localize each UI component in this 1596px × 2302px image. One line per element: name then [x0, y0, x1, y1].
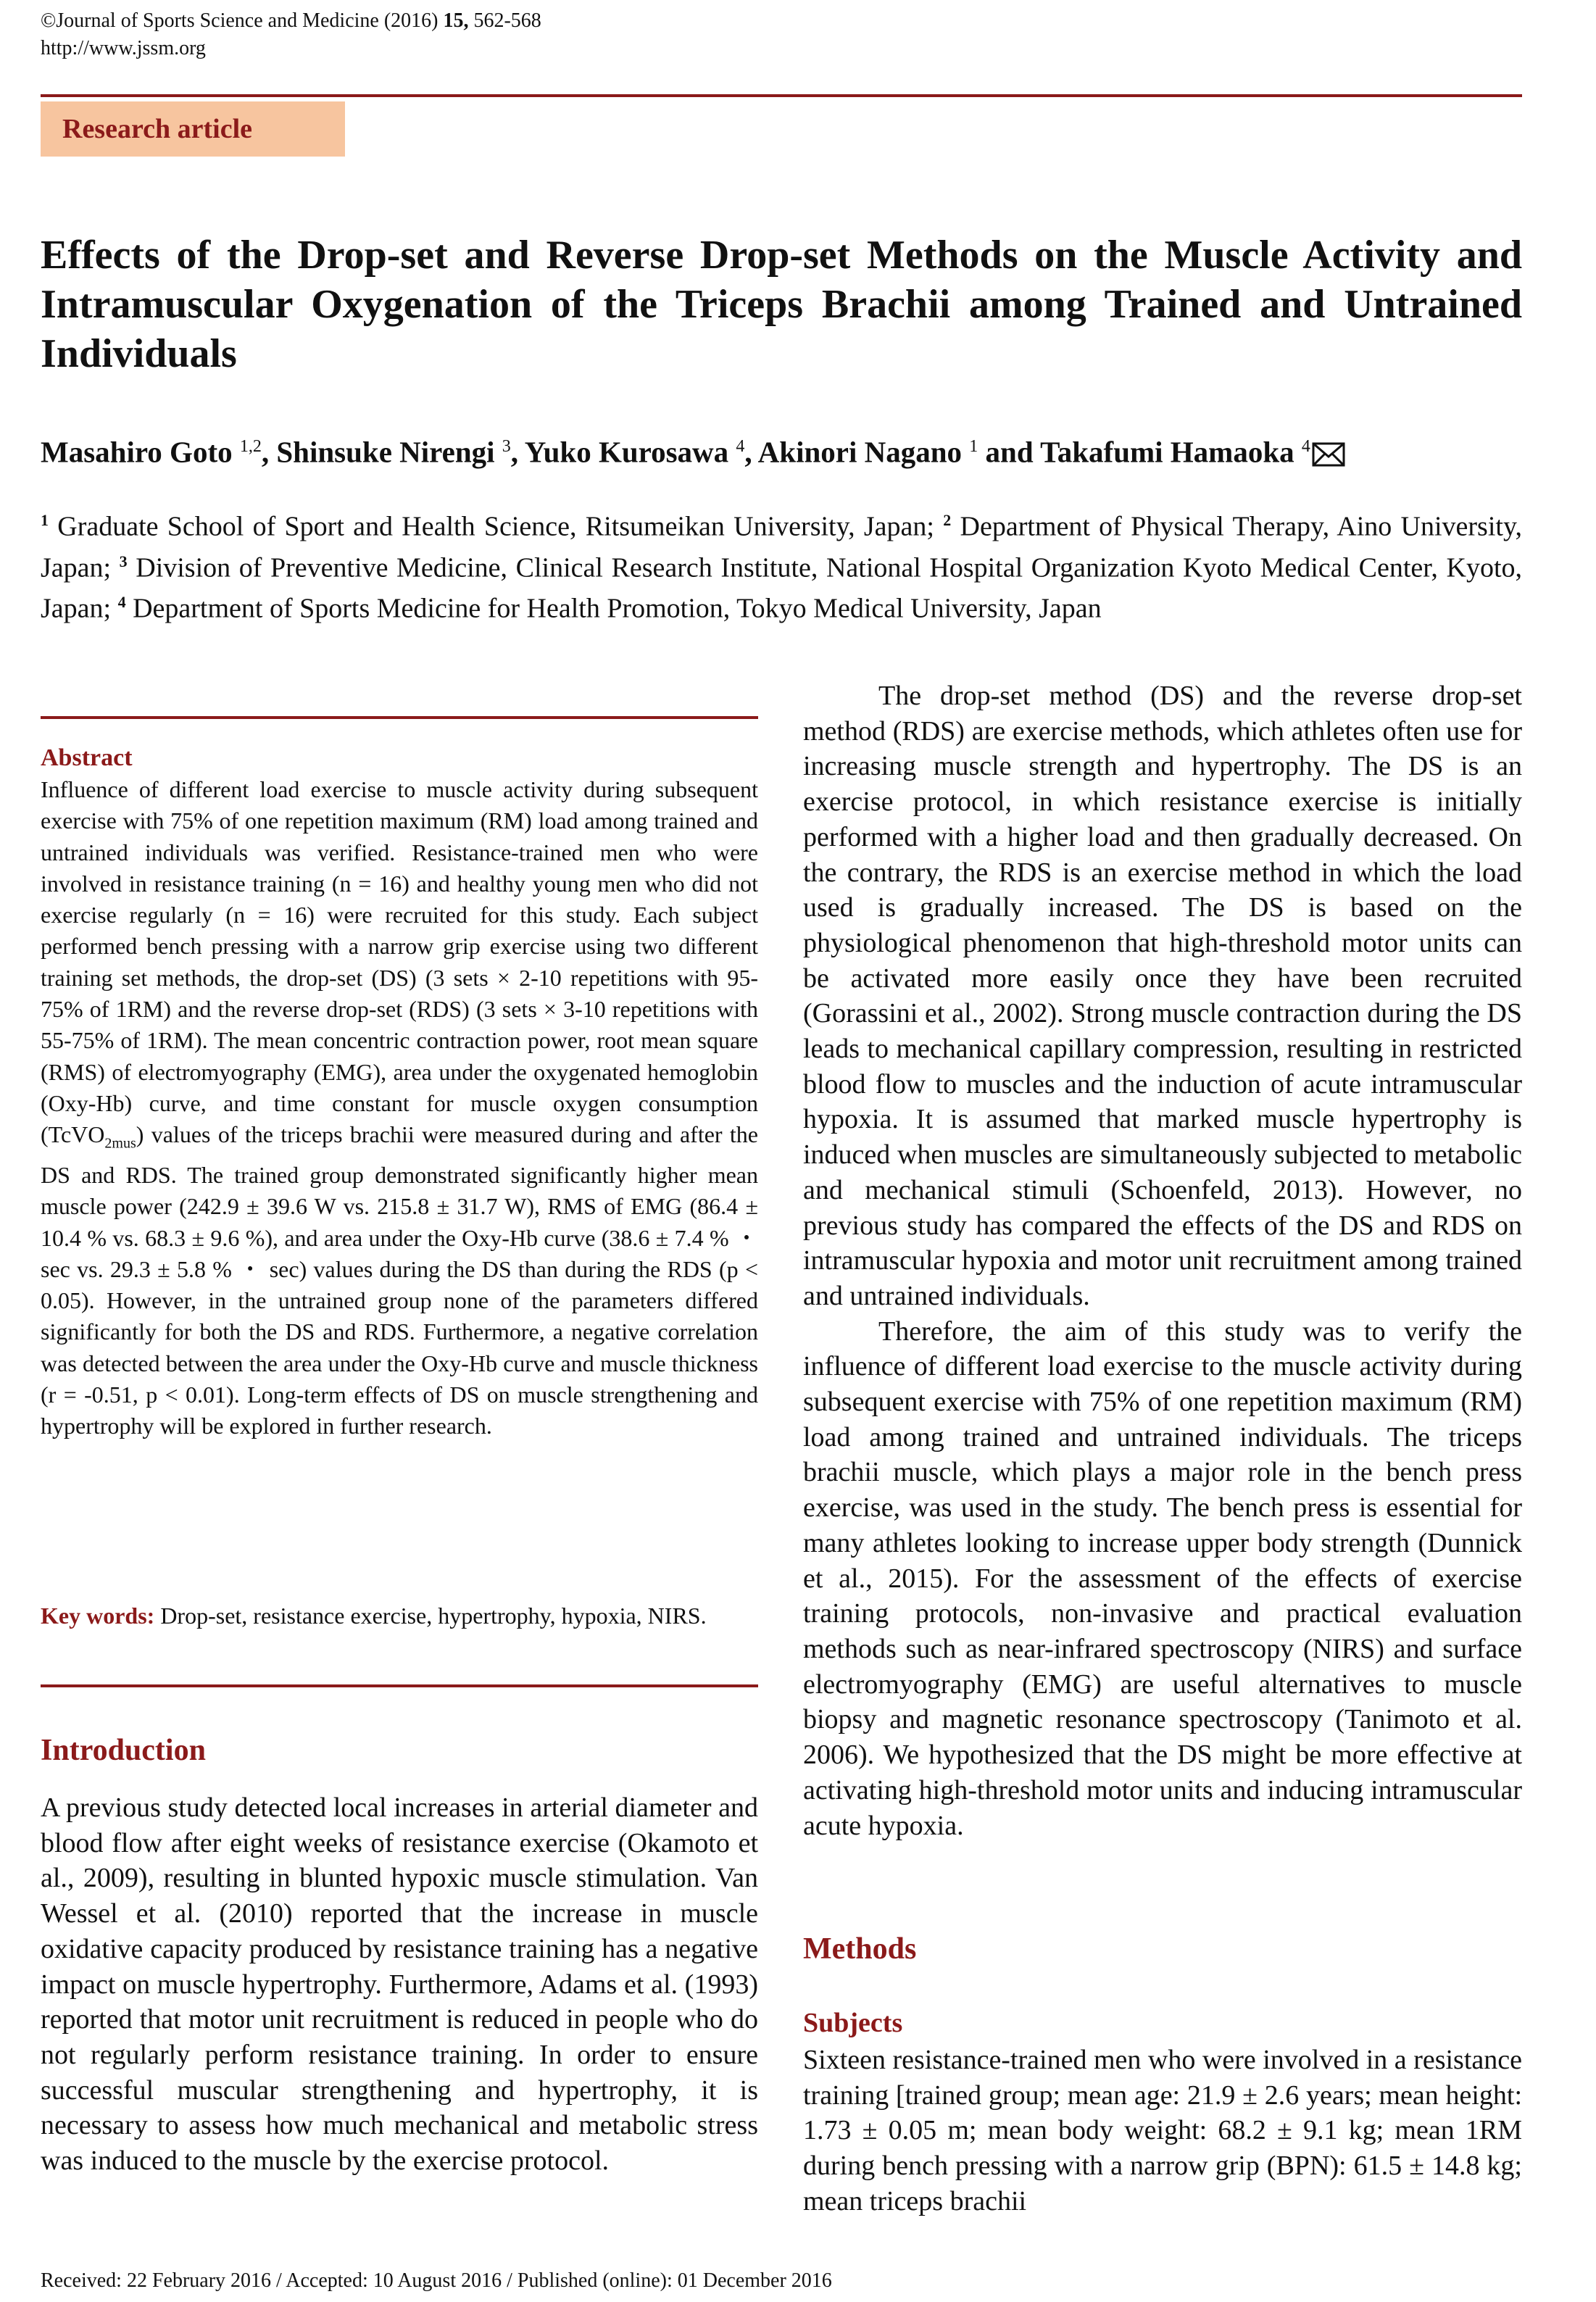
affiliation-marker: 1: [41, 511, 49, 529]
author-name: Takafumi Hamaoka: [1040, 435, 1294, 469]
abstract-heading: Abstract: [41, 744, 133, 771]
introduction-paragraph: A previous study detected local increases in arterial diameter and blood flow after eight weeks of resistance exercise (Okamoto et al., 2009), resulting in blunted hypoxic muscle stimulation. Van Wessel et al. (2010) reported that the increase in muscle oxidative capacity produced by resistance training has a negative impact on muscle hypertrophy. Furthermore, Adams et al. (1993) reported that motor unit recruitment is reduced in people who do not regularly perform resistance training. In order to ensure successful muscular strengthening and hypertrophy, it is necessary to assess how much mechanical and metabolic stress was induced to the muscle by the exercise protocol.: [41, 1792, 758, 2177]
methods-paragraph: Sixteen resistance-trained men who were involved in a resistance training [trained group; mean age: 21.9 ± 2.6 years; mean height: 1.73 ± 0.05 m; mean body weight: 68.2 ± 9.1 kg; mean 1RM during bench pressing with a narrow grip (BPN): 61.5 ± 14.8 kg; mean triceps brachii: [803, 2045, 1522, 2216]
article-type-label: Research article: [62, 114, 253, 144]
author-affiliation-marker: 1: [969, 437, 978, 456]
author-name: Shinsuke Nirengi: [276, 435, 495, 469]
journal-citation: ©Journal of Sports Science and Medicine (2016) 15, 562-568: [41, 9, 541, 32]
abstract-text: Influence of different load exercise to muscle activity during subsequent exercise with 75% of one repetition maximum (RM) load among trained and untrained individuals was verified. Resistance-trained men who were involved in resistance training (n = 16) and healthy young men who did not exercise regularly (n = 16) were recruited for this study. Each subject performed bench pressing with a narrow grip exercise using two different training set methods, the drop-set (DS) (3 sets × 2-10 repetitions with 95-75% of 1RM) and the reverse drop-set (RDS) (3 sets × 3-10 repetitions with 55-75% of 1RM). The mean concentric contraction power, root mean square (RMS) of electromyography (EMG), area under the oxygenated hemoglobin (Oxy-Hb) curve, and time constant for muscle oxygen consumption (TcVO$_{2mus}$) values of the triceps brachii were measured during and after the DS and RDS. The trained group demonstrated significantly higher mean muscle power (242.9 ± 39.6 W vs. 215.8 ± 31.7 W), RMS of EMG (86.4 ± 10.4 % vs. 68.3 ± 9.6 %), and area under the Oxy-Hb curve (38.6 ± 7.4 % ・ sec vs. 29.3 ± 5.8 % ・ sec) values during the DS than during the RDS (p < 0.05). However, in the untrained group none of the parameters differed significantly for both the DS and RDS. Furthermore, a negative correlation was detected between the area under the Oxy-Hb curve and muscle thickness (r = -0.51, p < 0.01). Long-term effects of DS on muscle strengthening and hypertrophy will be explored in further research.: [41, 776, 758, 1439]
introduction-heading: Introduction: [41, 1734, 206, 1767]
abstract-top-rule: [41, 716, 758, 719]
header-rule: [41, 94, 1522, 97]
methods-heading: Methods: [803, 1932, 917, 1966]
body-paragraph: The drop-set method (DS) and the reverse drop-set method (RDS) are exercise methods, which athletes often use for increasing muscle strength and hypertrophy. The DS is an exercise protocol, in which resistance exercise is initially performed with a higher load and then gradually decreased. On the contrary, the RDS is an exercise method in which the load used is gradually increased. The DS is based on the physiological phenomenon that high-threshold motor units can be activated more easily once they have been recruited (Gorassini et al., 2002). Strong muscle contraction during the DS leads to mechanical capillary compression, resulting in restricted blood flow to muscles and the induction of acute intramuscular hypoxia. It is assumed that marked muscle hypertrophy is induced when muscles are simultaneously subjected to metabolic and mechanical stimuli (Schoenfeld, 2013). However, no previous study has compared the effects of the DS and RDS on intramuscular hypoxia and motor unit recruitment among trained and untrained individuals.: [803, 681, 1522, 1311]
affiliations: $^1$ Graduate School of Sport and Health Science, Ritsumeikan University, Japan; $^2$ Department of Physical Therapy, Aino University, Japan; $^3$ Division of Preventive Medicine, Clinical Research Institute, National Hospital Organization Kyoto Medical Center, Kyoto, Japan; $^4$ Department of Sports Medicine for Health Promotion, Tokyo Medical University, Japan: [41, 511, 1523, 624]
publication-dates: Received: 22 February 2016 / Accepted: 10 August 2016 / Published (online): 01 December 2016: [41, 2269, 832, 2292]
journal-url[interactable]: http://www.jssm.org: [41, 37, 206, 59]
keywords: Key words: Drop-set, resistance exercise, hypertrophy, hypoxia, NIRS.: [41, 1603, 707, 1629]
affiliation-marker: 3: [119, 552, 128, 570]
author-name: Yuko Kurosawa: [524, 435, 729, 469]
author-name: Masahiro Goto: [41, 435, 233, 469]
introduction-continued: [803, 678, 1522, 1843]
author-affiliation-marker: 4: [736, 437, 745, 456]
author-list: Masahiro Goto $^{1,2}$, Shinsuke Nirengi $^3$, Yuko Kurosawa $^4$, Akinori Nagano $^1$ and Takafumi Hamaoka $^4$: [41, 428, 1522, 475]
affiliation-marker: 4: [117, 593, 126, 612]
paper-title: Effects of the Drop-set and Reverse Drop-set Methods on the Muscle Activity and Intramuscular Oxygenation of the Triceps Brachii among Trained and Untrained Individuals: [41, 233, 1522, 376]
affiliation-marker: 2: [943, 511, 952, 529]
author-name: Akinori Nagano: [757, 435, 963, 469]
article-type-badge: [41, 101, 345, 157]
author-affiliation-marker: 1,2: [239, 437, 262, 456]
author-affiliation-marker: 3: [502, 437, 511, 456]
envelope-icon[interactable]: [1312, 438, 1345, 475]
subjects-subheading: Subjects: [803, 2008, 903, 2038]
keywords-label: Key words:: [41, 1603, 155, 1629]
body-paragraph: Therefore, the aim of this study was to verify the influence of different load exercise to the muscle activity during subsequent exercise with 75% of one repetition maximum (RM) load among trained and untrained individuals. The triceps brachii muscle, which plays a major role in the bench press exercise, was used in the study. The bench press is essential for many athletes looking to increase upper body strength (Dunnick et al., 2015). For the assessment of the effects of exercise training protocols, non-invasive and practical evaluation methods such as near-infrared spectroscopy (NIRS) and surface electromyography (EMG) are useful alternatives to muscle biopsy and magnetic resonance spectroscopy (Tanimoto et al. 2006). We hypothesized that the DS might be more effective at activating high-threshold motor units and inducing intramuscular acute hypoxia.: [803, 1316, 1522, 1841]
author-affiliation-marker: 4: [1301, 437, 1310, 456]
abstract-bottom-rule: [41, 1684, 758, 1687]
